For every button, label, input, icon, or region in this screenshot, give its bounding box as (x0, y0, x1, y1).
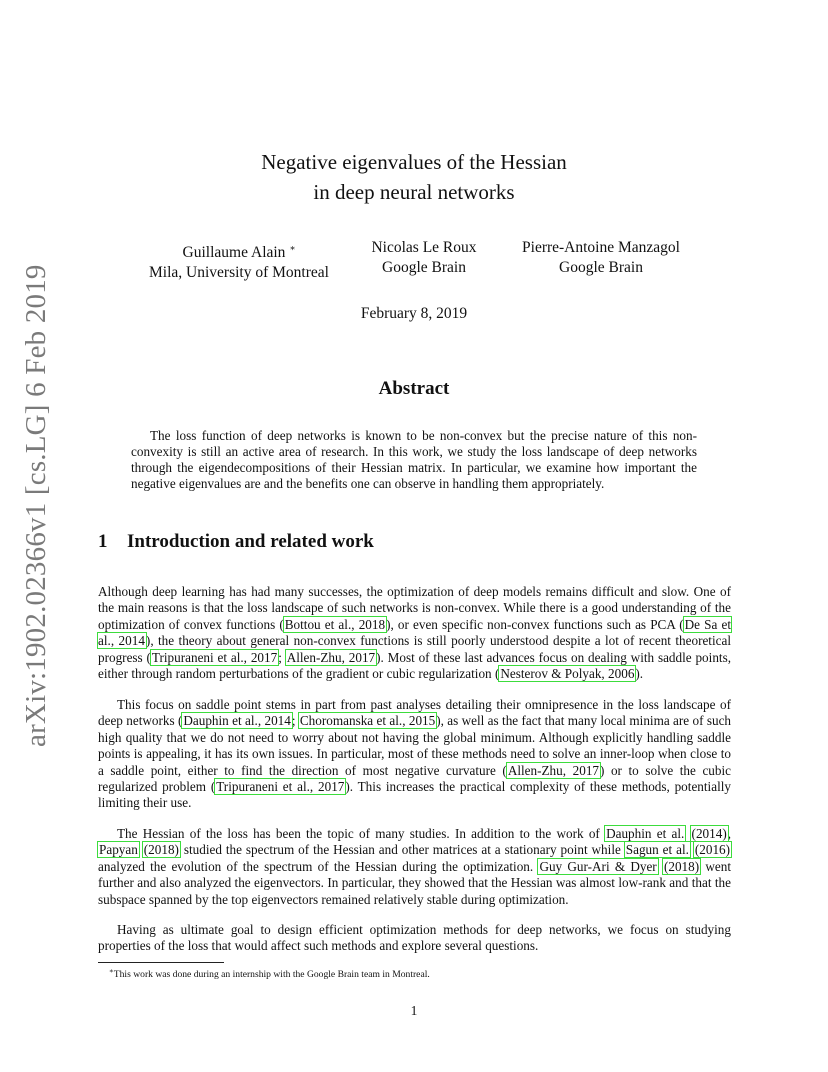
footnote (109, 965, 430, 981)
citation-year-link[interactable]: (2016) (694, 842, 731, 858)
citation-link[interactable]: De Sa et al., 2014 (98, 616, 731, 649)
author-2-affiliation: Google Brain (382, 259, 466, 276)
arxiv-identifier-stamp: arXiv:1902.02366v1 [cs.LG] 6 Feb 2019 (20, 264, 52, 747)
author-1-footnote-mark[interactable]: ∗ (289, 243, 296, 253)
footnote-mark: ∗ (109, 967, 114, 975)
paper-title (0, 147, 828, 207)
paragraph-text: ; (291, 713, 299, 729)
paragraph-text: ; (278, 649, 286, 665)
paragraph-text: ), or even specific non-convex functions such as PCA ( (386, 616, 684, 632)
abstract-text (131, 428, 697, 492)
page-number: 1 (410, 1003, 418, 1018)
section-title: Introduction and related work (127, 531, 374, 552)
author-3 (508, 238, 694, 278)
citation-link[interactable]: Guy Gur-Ari & Dyer (539, 858, 657, 874)
paragraph-text: ). This increases the practical complexity of these methods, potentially limiting their use. (98, 779, 731, 811)
citation-year-link[interactable]: (2014) (691, 826, 727, 841)
abstract-body-text: The loss function of deep networks is known to be non-convex but the precise nature of this non-convexity is still an active area of research. In this work, we study the loss landscape of deep networks through the eigendecompositions of their Hessian matrix. In particular, we examine how important the negative eigenvalues are and the benefits one can observe in handling them appropriately. (131, 428, 697, 491)
paragraph-text: ), as well as the fact that many local minima are of such high quality that we do not need to worry about not having the global minimum. Although explicitly handling saddle points is appealing, it has its own issues. In particular, most of these methods need to solve an inner-loop when close to a saddle point, either to find the direction of most negative curvature ( (98, 713, 732, 778)
paragraph-text: ). Most of these last advances focus on dealing with saddle points, either through random perturbations of the gradient or cubic regularization ( (98, 649, 731, 682)
author-block (0, 238, 828, 282)
footnote-text: This work was done during an internship with the Google Brain team in Montreal. (113, 969, 430, 981)
citation-link[interactable]: Tripuraneni et al., 2017 (216, 779, 345, 795)
citation-link[interactable]: Sagun et al. (625, 842, 689, 858)
citation-link[interactable]: Allen-Zhu, 2017 (286, 649, 376, 665)
citation-year-link[interactable]: (2018) (663, 858, 700, 874)
paragraph-text: studied the spectrum of the Hessian and other matrices at a stationary point while (179, 842, 625, 858)
paragraph-text: , (727, 826, 732, 841)
paragraph-text: ), the theory about general non-convex functions is still poorly understood despite a lot of recent theoretical progress ( (98, 633, 732, 665)
citation-link[interactable]: Bottou et al., 2018 (284, 616, 386, 632)
citation-link[interactable]: Dauphin et al. (606, 826, 685, 841)
paragraph-text: went further and also analyzed the eigenvectors. In particular, they showed that the Hessian was almost low-rank and that the subspace spanned by the top eigenvectors remained relatively stable during optimization. (98, 858, 731, 907)
citation-link[interactable]: Papyan (99, 842, 138, 858)
abstract-heading: Abstract (378, 378, 450, 399)
footnote-divider (98, 962, 224, 963)
paragraph-1 (98, 584, 731, 682)
paragraph-text: Although deep learning has had many successes, the optimization of deep models remains difficult and slow. One of the main reasons is that the loss landscape of such networks is non-convex. While there is a good understanding of the optimization of convex functions ( (98, 584, 731, 632)
paper-date: February 8, 2019 (360, 305, 468, 322)
author-1-affiliation: Mila, University of Montreal (149, 264, 329, 282)
citation-year-link[interactable]: (2018) (143, 842, 179, 858)
author-1-name: Guillaume Alain (182, 244, 286, 262)
paragraph-text: This focus on saddle point stems in part from past analyses detailing their omnipresence in the loss landscape of deep networks ( (98, 697, 731, 729)
author-2 (356, 238, 492, 278)
paragraph-text: The Hessian of the loss has been the topic of many studies. In addition to the work of (117, 826, 606, 841)
author-3-affiliation: Google Brain (559, 259, 643, 276)
author-3-name: Pierre-Antoine Manzagol (522, 239, 680, 256)
paragraph-text: ) or to solve the cubic regularized problem ( (98, 762, 732, 795)
citation-link[interactable]: Nesterov & Polyak, 2006 (500, 666, 635, 682)
author-1 (134, 238, 344, 283)
title-line-2: in deep neural networks (313, 180, 515, 204)
citation-link[interactable]: Choromanska et al., 2015 (299, 713, 436, 729)
paragraph-text: ). (635, 666, 644, 682)
paragraph-3 (98, 826, 731, 908)
citation-link[interactable]: Allen-Zhu, 2017 (507, 762, 599, 778)
citation-link[interactable]: Dauphin et al., 2014 (183, 713, 291, 729)
citation-link[interactable]: Tripuraneni et al., 2017 (151, 649, 278, 665)
section-number: 1 (98, 531, 108, 552)
author-2-name: Nicolas Le Roux (371, 239, 477, 256)
paragraph-text: Having as ultimate goal to design efficient optimization methods for deep networks, we focus on studying properties of the loss that would affect such methods and explore several questions. (98, 922, 731, 954)
paragraph-2 (98, 697, 731, 812)
paragraph-text: analyzed the evolution of the spectrum of the Hessian during the optimization. (98, 858, 539, 874)
paragraph-4 (98, 922, 731, 955)
title-line-1: Negative eigenvalues of the Hessian (261, 150, 567, 174)
section-heading (98, 531, 374, 553)
